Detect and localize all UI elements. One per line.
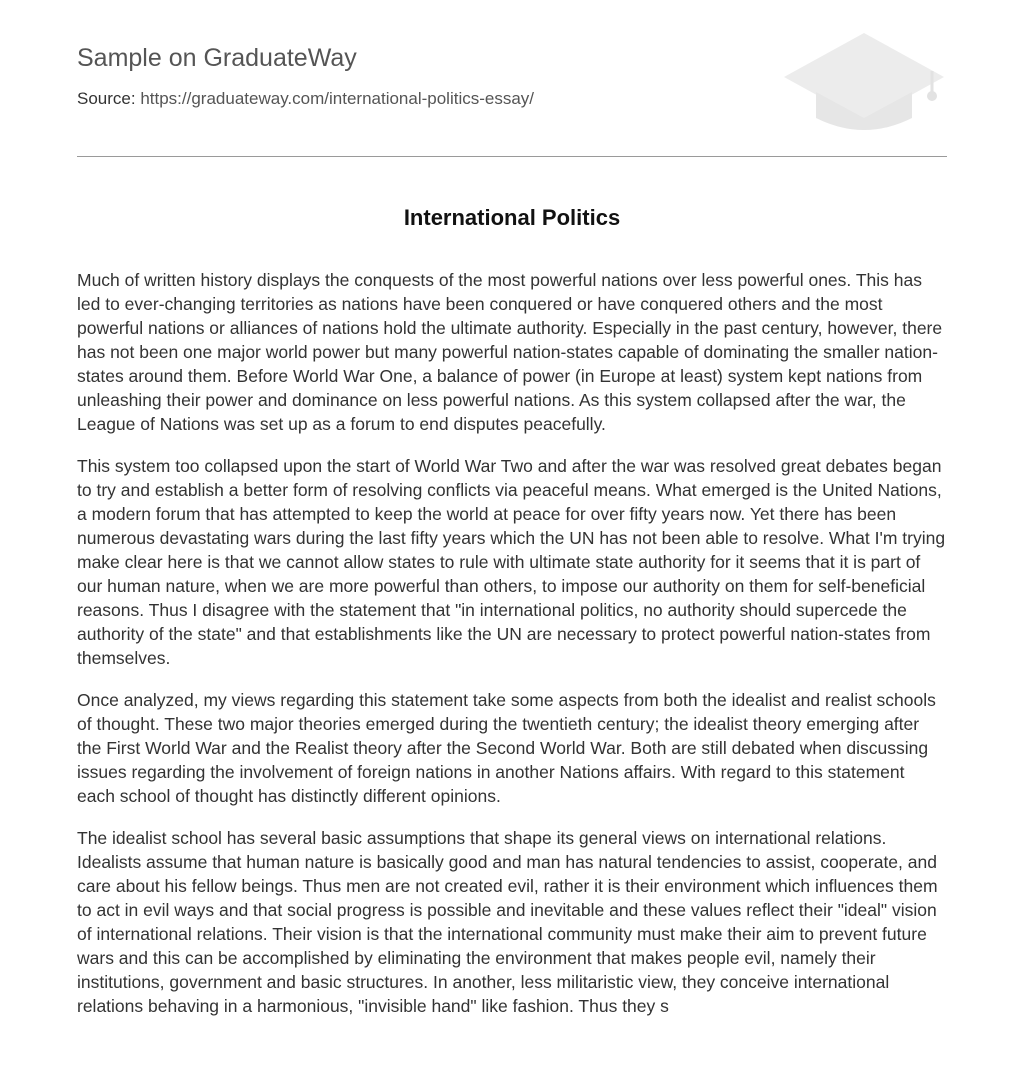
source-link[interactable]: https://graduateway.com/international-politics-essay/ <box>140 89 535 108</box>
paragraph: Once analyzed, my views regarding this statement take some aspects from both the idealist and realist schools of thought. These two major theories emerged during the twentieth century; the idealist theory emerging after the First World War and the Realist theory after the Second World War. Both are still debated when discussing issues regarding the involvement of foreign nations in another Nations affairs. With regard to this statement each school of thought has distinctly different opinions. <box>77 690 936 806</box>
paragraph: The idealist school has several basic assumptions that shape its general views on international relations. Idealists assume that human nature is basically good and man has natural tendencies to assist, cooperate, and care about his fellow beings. Thus men are not created evil, rather it is their environment which influences them to act in evil ways and that social progress is possible and inevitable and these values reflect their "ideal" vision of international relations. Their vision is that the international community must make their aim to prevent future wars and this can be accomplished by eliminating the environment that makes people evil, namely their institutions, government and basic structures. In another, less militaristic view, they conceive international relations behaving in a harmonious, "invisible hand" like fashion. Thus they s <box>77 828 938 1016</box>
paragraph: Much of written history displays the conquests of the most powerful nations over less powerful ones. This has led to ever-changing territories as nations have been conquered or have conquered others and the most powerful nations or alliances of nations hold the ultimate authority. Especially in the past century, however, there has not been one major world power but many powerful nation-states capable of dominating the smaller nation-states around them. Before World War One, a balance of power (in Europe at least) system kept nations from unleashing their power and dominance on less powerful nations. As this system collapsed after the war, the League of Nations was set up as a forum to end disputes peacefully. <box>77 270 943 434</box>
page-header <box>77 0 947 157</box>
site-title: Sample on GraduateWay <box>77 44 357 72</box>
essay-body <box>77 268 947 1024</box>
document-title: International Politics <box>403 205 621 230</box>
paragraph: This system too collapsed upon the start of World War Two and after the war was resolved great debates began to try and establish a better form of resolving conflicts via peaceful means. What emerged is the United Nations, a modern forum that has attempted to keep the world at peace for over fifty years now. Yet there has been numerous devastating wars during the last fifty years which the UN has not been able to resolve. What I'm trying make clear here is that we cannot allow states to rule with ultimate state authority for it seems that it is part of our human nature, when we are more powerful than others, to impose our authority on them for self-beneficial reasons. Thus I disagree with the statement that "in international politics, no authority should supercede the authority of the state" and that establishments like the UN are necessary to protect powerful nation-states from themselves. <box>77 456 946 668</box>
graduation-cap-icon <box>781 30 947 134</box>
source-line <box>77 89 534 109</box>
source-label: Source: <box>77 89 136 108</box>
